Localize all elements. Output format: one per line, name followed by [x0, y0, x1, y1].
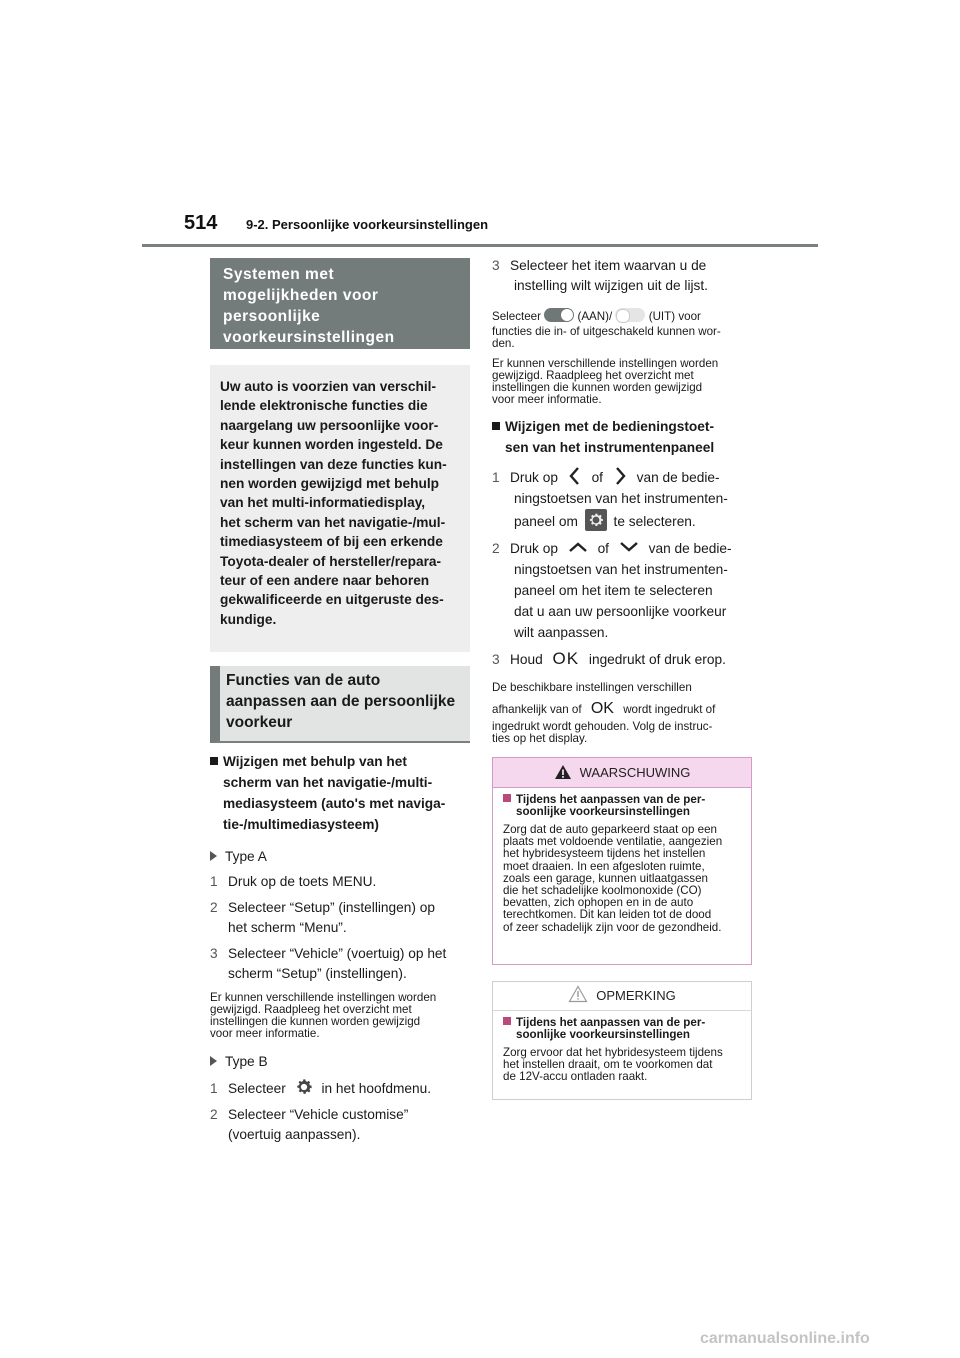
step-3: 3 Selecteer het item waarvan u de instelling wilt wijzigen uit de lijst.	[492, 258, 708, 293]
step-a3: 3 Selecteer “Vehicle” (voertuig) op het scherm “Setup” (instellingen).	[210, 946, 447, 981]
settings-gear-icon	[585, 509, 607, 531]
notice-header: OPMERKING	[493, 982, 751, 1011]
functions-heading	[210, 666, 470, 743]
type-a-label: Type A	[210, 847, 470, 867]
heading-line: aanpassen aan de persoonlijke	[226, 693, 456, 710]
square-bullet-icon	[503, 794, 511, 802]
panel-step-3: 3 Houd OK ingedrukt of druk erop.	[492, 649, 726, 668]
intro-line: teur of een andere naar behoren	[220, 573, 430, 589]
notice-triangle-icon	[568, 985, 588, 1003]
warning-header: WAARSCHUWING	[493, 758, 751, 788]
step-b1: 1 Selecteer in het hoofdmenu.	[210, 1077, 470, 1099]
warning-box	[492, 757, 752, 965]
intro-line: naargelang uw persoonlijke voor-	[220, 417, 439, 433]
square-bullet-icon	[210, 757, 218, 765]
warning-subtitle: Tijdens het aanpassen van de per- soonlijke voorkeursinstellingen	[503, 794, 741, 818]
intro-box	[210, 365, 470, 652]
intro-line: keur kunnen worden ingesteld. De	[220, 437, 443, 453]
toggle-note: Selecteer (AAN)/ (UIT) voor functies die in- of uitgeschakeld kunnen wor- den.	[492, 310, 721, 350]
availability-note: De beschikbare instellingen verschillen afhankelijk van of OK wordt ingedrukt of ingedrukt wordt gehouden. Volg de instruc- ties op het display.	[492, 681, 716, 745]
triangle-bullet-icon	[210, 851, 217, 861]
panel-heading: Wijzigen met de bedieningstoet- sen van het instrumentenpaneel	[492, 416, 752, 458]
intro-line: van het multi-informatiedisplay,	[220, 495, 426, 511]
intro-line: Toyota-dealer of hersteller/repara-	[220, 553, 442, 569]
intro-line: nen worden gewijzigd met behulp	[220, 476, 440, 492]
chevron-up-icon	[567, 540, 589, 554]
notice-text: Zorg ervoor dat het hybridesysteem tijdens het instellen draait, om te voorkomen dat de 12V-accu ontladen raakt.	[503, 1046, 723, 1084]
note-2: Er kunnen verschillende instellingen worden gewijzigd. Raadpleeg het overzicht met instellingen die kunnen worden gewijzigd voor meer informatie.	[492, 357, 719, 406]
warning-text: Zorg dat de auto geparkeerd staat op een plaats met voldoende ventilatie, aangezien het hybridesysteem tijdens het instellen moet draaien. In een afgesloten ruimte, zoals een garage, kunnen uitlaatgassen die het schadelijke koolmonoxide (CO) bevatten, zich ophopen en in de auto terechtkomen. Dit kan leiden tot de dood of zeer schadelijk zijn voor de gezondheid.	[503, 823, 723, 934]
warning-triangle-icon	[554, 764, 572, 780]
square-bullet-icon	[492, 422, 500, 430]
ok-icon: OK	[552, 649, 580, 668]
heading-line: Functies van de auto	[226, 672, 381, 689]
nav-heading-line: Wijzigen met behulp van het	[223, 754, 407, 769]
watermark: carmanualsonline.info	[700, 1330, 870, 1347]
chevron-down-icon	[618, 540, 640, 554]
type-b-label: Type B	[210, 1052, 470, 1072]
gear-icon	[294, 1077, 314, 1097]
chevron-right-icon	[612, 466, 628, 486]
intro-line: gekwalificeerde en uitgeruste des-	[220, 592, 444, 608]
heading-line: persoonlijke	[223, 308, 321, 325]
heading-line: voorkeursinstellingen	[223, 329, 395, 346]
step-a2: 2 Selecteer “Setup” (instellingen) op het scherm “Menu”.	[210, 900, 435, 935]
step-b2: 2 Selecteer “Vehicle customise” (voertuig aanpassen).	[210, 1107, 409, 1142]
intro-line: timediasysteem of bij een erkende	[220, 534, 443, 550]
systems-heading	[210, 258, 470, 349]
note-a: Er kunnen verschillende instellingen worden gewijzigd. Raadpleeg het overzicht met instellingen die kunnen worden gewijzigd voor meer informatie.	[210, 991, 437, 1040]
step-a1: 1 Druk op de toets MENU.	[210, 874, 377, 889]
triangle-bullet-icon	[210, 1056, 217, 1066]
toggle-off-icon	[615, 308, 645, 322]
right-column	[492, 256, 752, 1100]
notice-box	[492, 981, 752, 1100]
intro-line: instellingen van deze functies kun-	[220, 456, 447, 472]
panel-step-1: 1 Druk op of van de bedie- ningstoetsen van het instrumenten- paneel om te selecteren.	[492, 466, 752, 532]
toggle-on-icon	[544, 308, 574, 322]
heading-line: voorkeur	[226, 714, 293, 731]
nav-heading-line: scherm van het navigatie-/multi-	[223, 775, 433, 790]
left-column	[210, 258, 470, 1145]
chevron-left-icon	[567, 466, 583, 486]
header-rule	[142, 244, 818, 247]
heading-line: Systemen met	[223, 266, 335, 283]
intro-line: lende elektronische functies die	[220, 398, 428, 414]
section-title: 9-2. Persoonlijke voorkeursinstellingen	[246, 217, 489, 232]
nav-heading	[210, 751, 470, 835]
intro-line: het scherm van het navigatie-/mul-	[220, 514, 446, 530]
nav-heading-line: tie-/multimediasysteem)	[223, 817, 379, 832]
nav-heading-line: mediasysteem (auto's met naviga-	[223, 796, 446, 811]
intro-line: Uw auto is voorzien van verschil-	[220, 379, 437, 394]
square-bullet-icon	[503, 1017, 511, 1025]
ok-icon: OK	[590, 700, 614, 717]
notice-subtitle: Tijdens het aanpassen van de per- soonlijke voorkeursinstellingen	[503, 1017, 741, 1041]
heading-line: mogelijkheden voor	[223, 287, 379, 304]
panel-step-2: 2 Druk op of van de bedie- ningstoetsen van het instrumenten- paneel om het item te selecteren dat u aan uw persoonlijke voorkeur wilt aanpassen.	[492, 541, 732, 640]
page-number: 514	[184, 212, 218, 234]
intro-line: kundige.	[220, 611, 277, 627]
